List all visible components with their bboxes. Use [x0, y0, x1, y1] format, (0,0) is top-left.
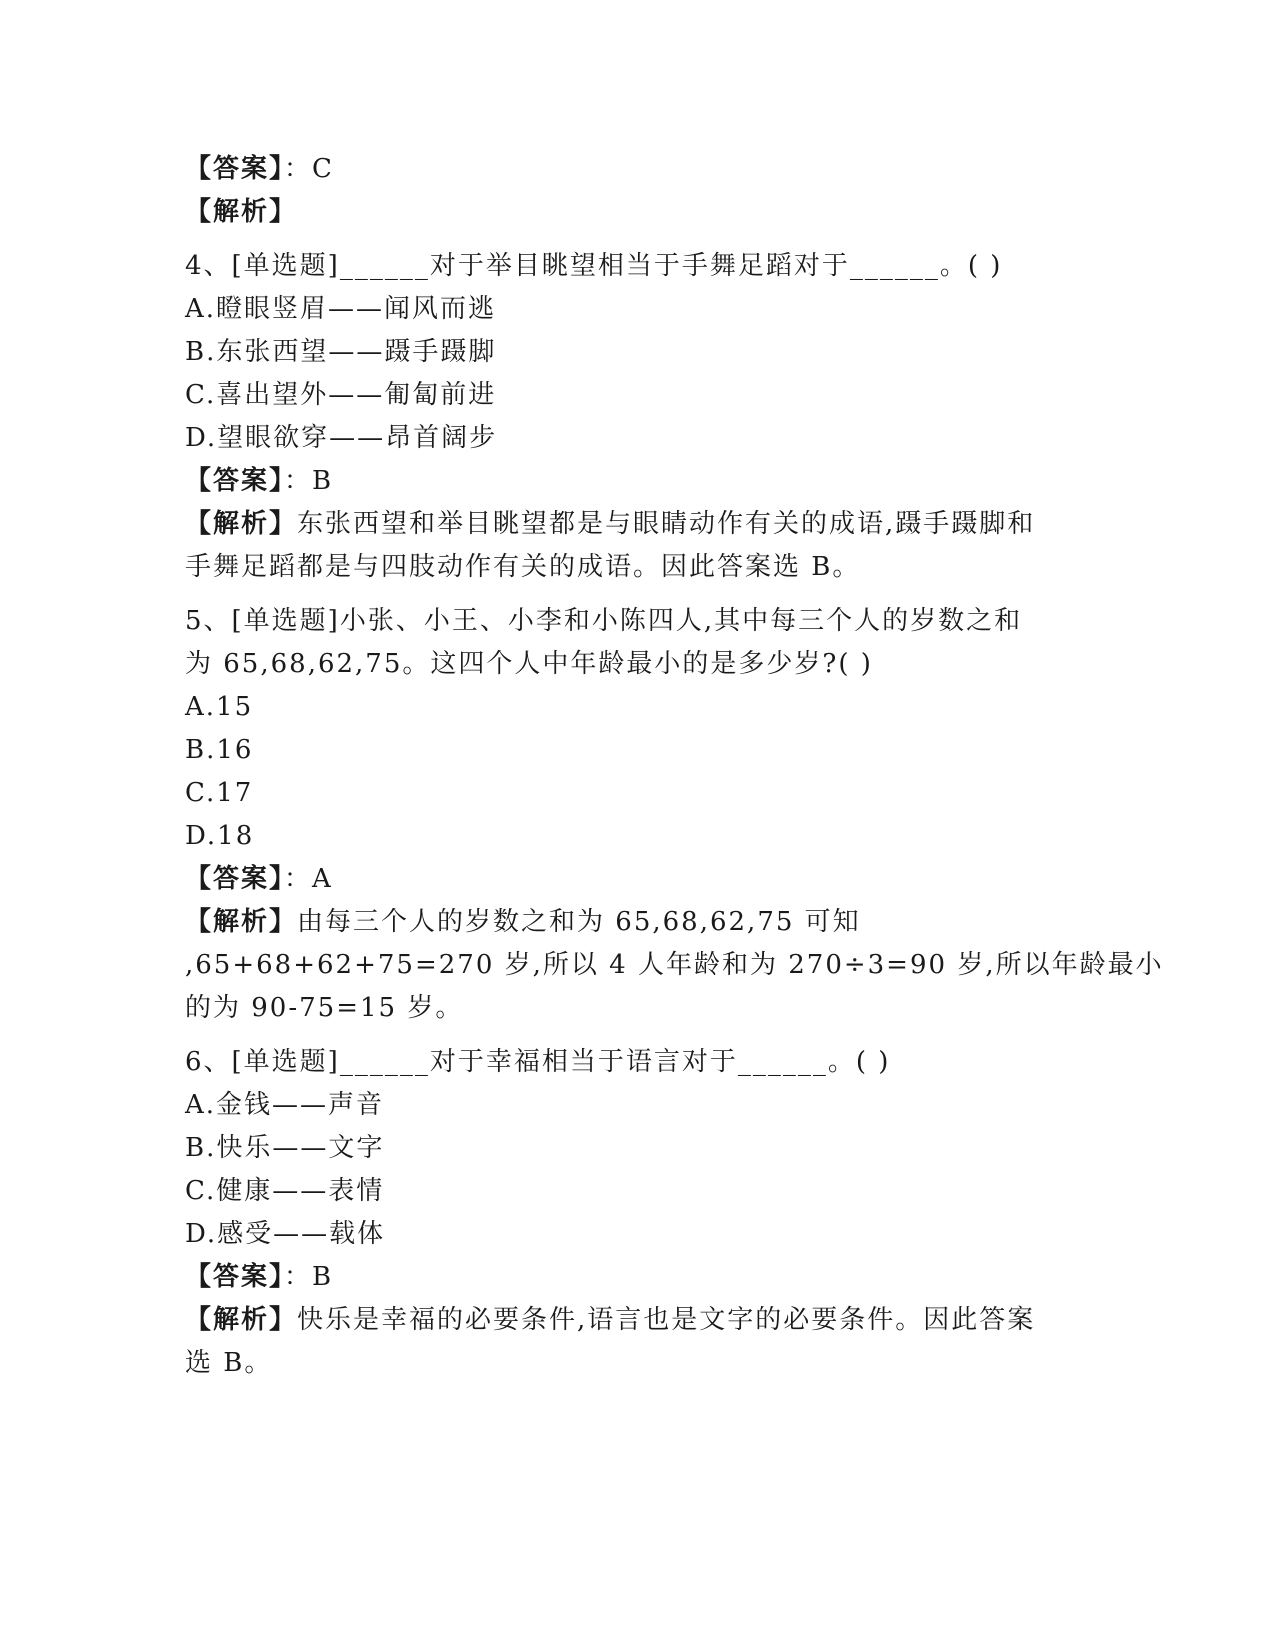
q6-answer-sep: ： — [284, 1262, 313, 1292]
q4-option-a: A.瞪眼竖眉——闻风而逃 — [185, 294, 497, 324]
q5-analysis-label: 【解析】 — [185, 907, 298, 937]
q6-answer-value: B — [312, 1262, 334, 1292]
q5-answer-line — [185, 858, 1085, 901]
q5-answer-value: A — [312, 864, 333, 894]
q6-answer-label: 【答案】 — [185, 1262, 285, 1292]
q5-analysis-line-3: 的为 90-75=15 岁。 — [185, 993, 464, 1023]
q4-option-d: D.望眼欲穿——昂首阔步 — [185, 423, 498, 453]
q4-answer-label: 【答案】 — [185, 466, 285, 496]
q6-stem: 6、[单选题]______对于幸福相当于语言对于______。( ) — [185, 1047, 891, 1077]
q5-option-d: D.18 — [185, 821, 255, 851]
q4-answer-sep: ： — [284, 466, 313, 496]
q5-answer-sep: ： — [284, 864, 313, 894]
q6-option-d: D.感受——载体 — [185, 1219, 386, 1249]
q3-answer-value: C — [312, 154, 334, 184]
q3-analysis-line — [185, 191, 1085, 234]
q5-stem-line-2: 为 65,68,62,75。这四个人中年龄最小的是多少岁?( ) — [185, 649, 873, 679]
q6-analysis-line-1 — [185, 1299, 1085, 1342]
q4-stem: 4、[单选题]______对于举目眺望相当于手舞足蹈对于______。( ) — [185, 251, 1003, 281]
q5-analysis-text-1: 由每三个人的岁数之和为 65,68,62,75 可知 — [297, 907, 861, 937]
document-page — [185, 148, 1164, 1385]
q3-analysis-label: 【解析】 — [185, 197, 298, 227]
q3-answer-label: 【答案】 — [185, 154, 285, 184]
q5-analysis-line-2: ,65+68+62+75=270 岁,所以 4 人年龄和为 270÷3=90 岁,所以年龄最小 — [185, 950, 1164, 980]
q5-analysis-line-1 — [185, 901, 1085, 944]
q5-option-b: B.16 — [185, 735, 254, 765]
q6-analysis-label: 【解析】 — [185, 1305, 298, 1335]
q4-answer-line — [185, 460, 1085, 503]
q5-option-c: C.17 — [185, 778, 254, 808]
q6-answer-line — [185, 1256, 1085, 1299]
q5-option-a: A.15 — [185, 692, 254, 722]
q4-analysis-text-1: 东张西望和举目眺望都是与眼睛动作有关的成语,蹑手蹑脚和 — [297, 509, 1036, 539]
q6-analysis-text-1: 快乐是幸福的必要条件,语言也是文字的必要条件。因此答案 — [297, 1305, 1036, 1335]
q4-option-b: B.东张西望——蹑手蹑脚 — [185, 337, 497, 367]
q6-option-c: C.健康——表情 — [185, 1176, 385, 1206]
q4-analysis-label: 【解析】 — [185, 509, 298, 539]
q6-option-b: B.快乐——文字 — [185, 1133, 385, 1163]
q3-answer-line — [185, 148, 1085, 191]
q5-answer-label: 【答案】 — [185, 864, 285, 894]
q4-analysis-line-2: 手舞足蹈都是与四肢动作有关的成语。因此答案选 B。 — [185, 552, 861, 582]
q4-answer-value: B — [312, 466, 334, 496]
q6-analysis-line-2: 选 B。 — [185, 1348, 273, 1378]
q6-option-a: A.金钱——声音 — [185, 1090, 385, 1120]
q5-stem-line-1: 5、[单选题]小张、小王、小李和小陈四人,其中每三个人的岁数之和 — [185, 606, 1023, 636]
q4-option-c: C.喜出望外——匍匐前进 — [185, 380, 497, 410]
q3-answer-sep: ： — [284, 154, 313, 184]
q4-analysis-line-1 — [185, 503, 1085, 546]
